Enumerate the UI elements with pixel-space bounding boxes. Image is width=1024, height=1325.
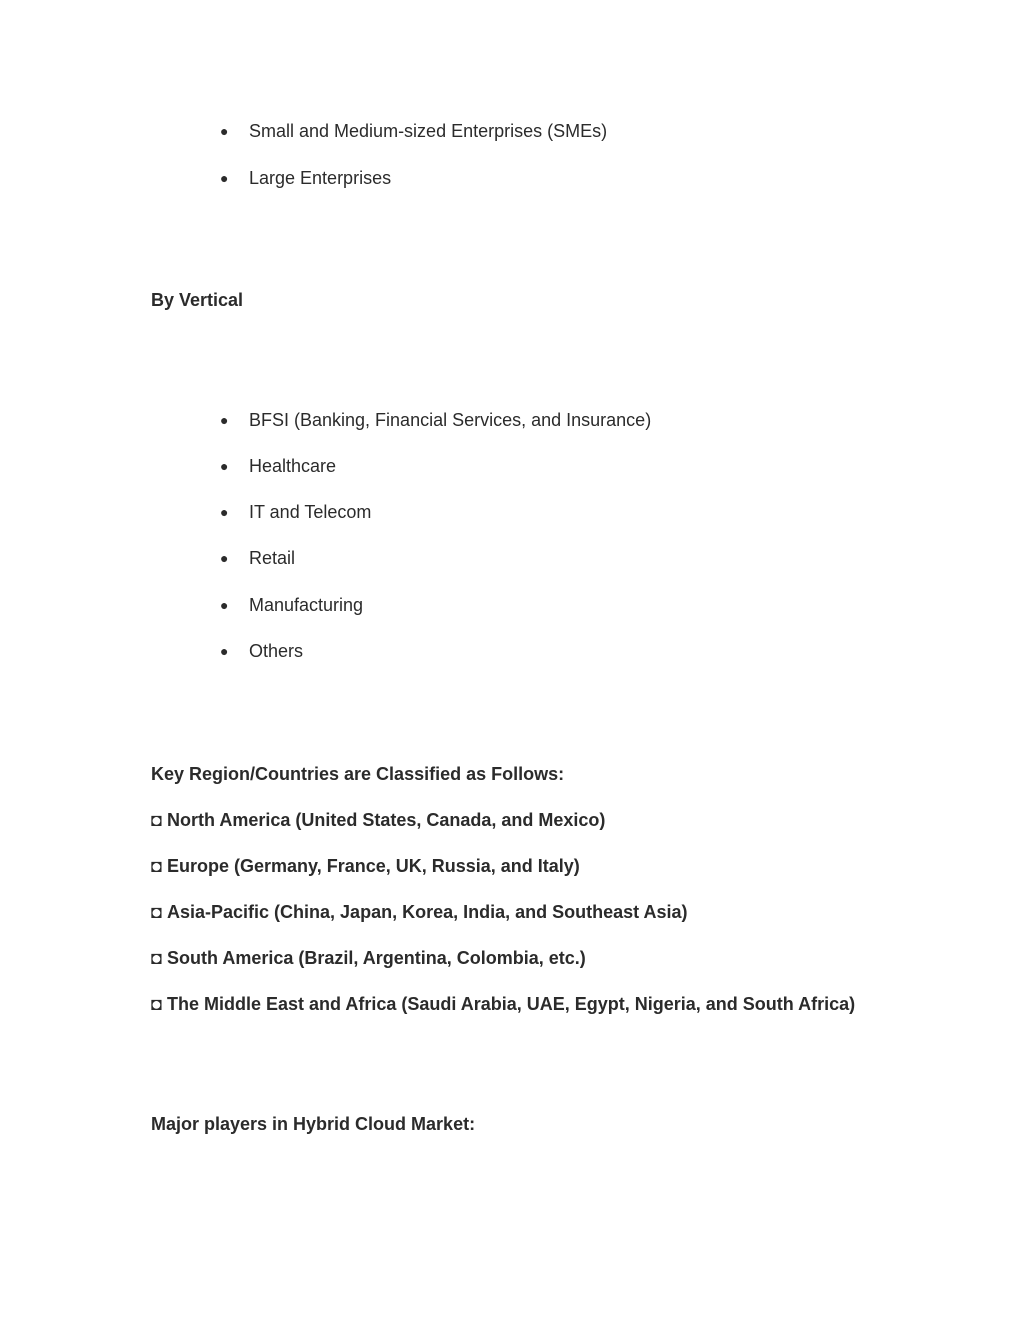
region-item xyxy=(151,947,586,969)
region-item-text: South America (Brazil, Argentina, Colombia, etc.) xyxy=(167,948,586,968)
square-bullet-icon: ◘ xyxy=(151,902,162,922)
region-item xyxy=(151,901,687,923)
square-bullet-icon: ◘ xyxy=(151,948,162,968)
list-item xyxy=(220,594,363,616)
list-item xyxy=(220,120,607,142)
list-item xyxy=(220,640,303,662)
list-item-text: Retail xyxy=(249,548,296,568)
section-heading-vertical: By Vertical xyxy=(151,290,244,310)
list-item-text: Healthcare xyxy=(249,456,337,476)
list-item xyxy=(220,501,371,523)
region-item xyxy=(151,855,580,877)
section-heading-regions: Key Region/Countries are Classified as Follows: xyxy=(151,764,565,784)
bullet-icon: ● xyxy=(220,123,229,139)
list-item xyxy=(220,409,651,431)
square-bullet-icon: ◘ xyxy=(151,994,162,1014)
bullet-icon: ● xyxy=(220,550,229,566)
bullet-icon: ● xyxy=(220,170,229,186)
square-bullet-icon: ◘ xyxy=(151,856,162,876)
list-item-text: Manufacturing xyxy=(249,595,364,615)
bullet-icon: ● xyxy=(220,412,229,428)
list-item xyxy=(220,455,336,477)
bullet-icon: ● xyxy=(220,504,229,520)
list-item-text: Others xyxy=(249,641,304,661)
region-item-text: Asia-Pacific (China, Japan, Korea, India, and Southeast Asia) xyxy=(167,902,688,922)
bullet-icon: ● xyxy=(220,643,229,659)
region-item xyxy=(151,993,855,1015)
list-item xyxy=(220,547,295,569)
region-item xyxy=(151,809,605,831)
bullet-icon: ● xyxy=(220,458,229,474)
region-item-text: North America (United States, Canada, and Mexico) xyxy=(167,810,606,830)
square-bullet-icon: ◘ xyxy=(151,810,162,830)
list-item-text: BFSI (Banking, Financial Services, and Insurance) xyxy=(249,410,652,430)
region-item-text: Europe (Germany, France, UK, Russia, and Italy) xyxy=(167,856,580,876)
list-item-text: IT and Telecom xyxy=(249,502,372,522)
section-heading-players: Major players in Hybrid Cloud Market: xyxy=(151,1114,476,1134)
list-item-text: Large Enterprises xyxy=(249,168,392,188)
list-item-text: Small and Medium-sized Enterprises (SMEs) xyxy=(249,121,608,141)
list-item xyxy=(220,167,391,189)
bullet-icon: ● xyxy=(220,597,229,613)
region-item-text: The Middle East and Africa (Saudi Arabia, UAE, Egypt, Nigeria, and South Africa) xyxy=(167,994,856,1014)
